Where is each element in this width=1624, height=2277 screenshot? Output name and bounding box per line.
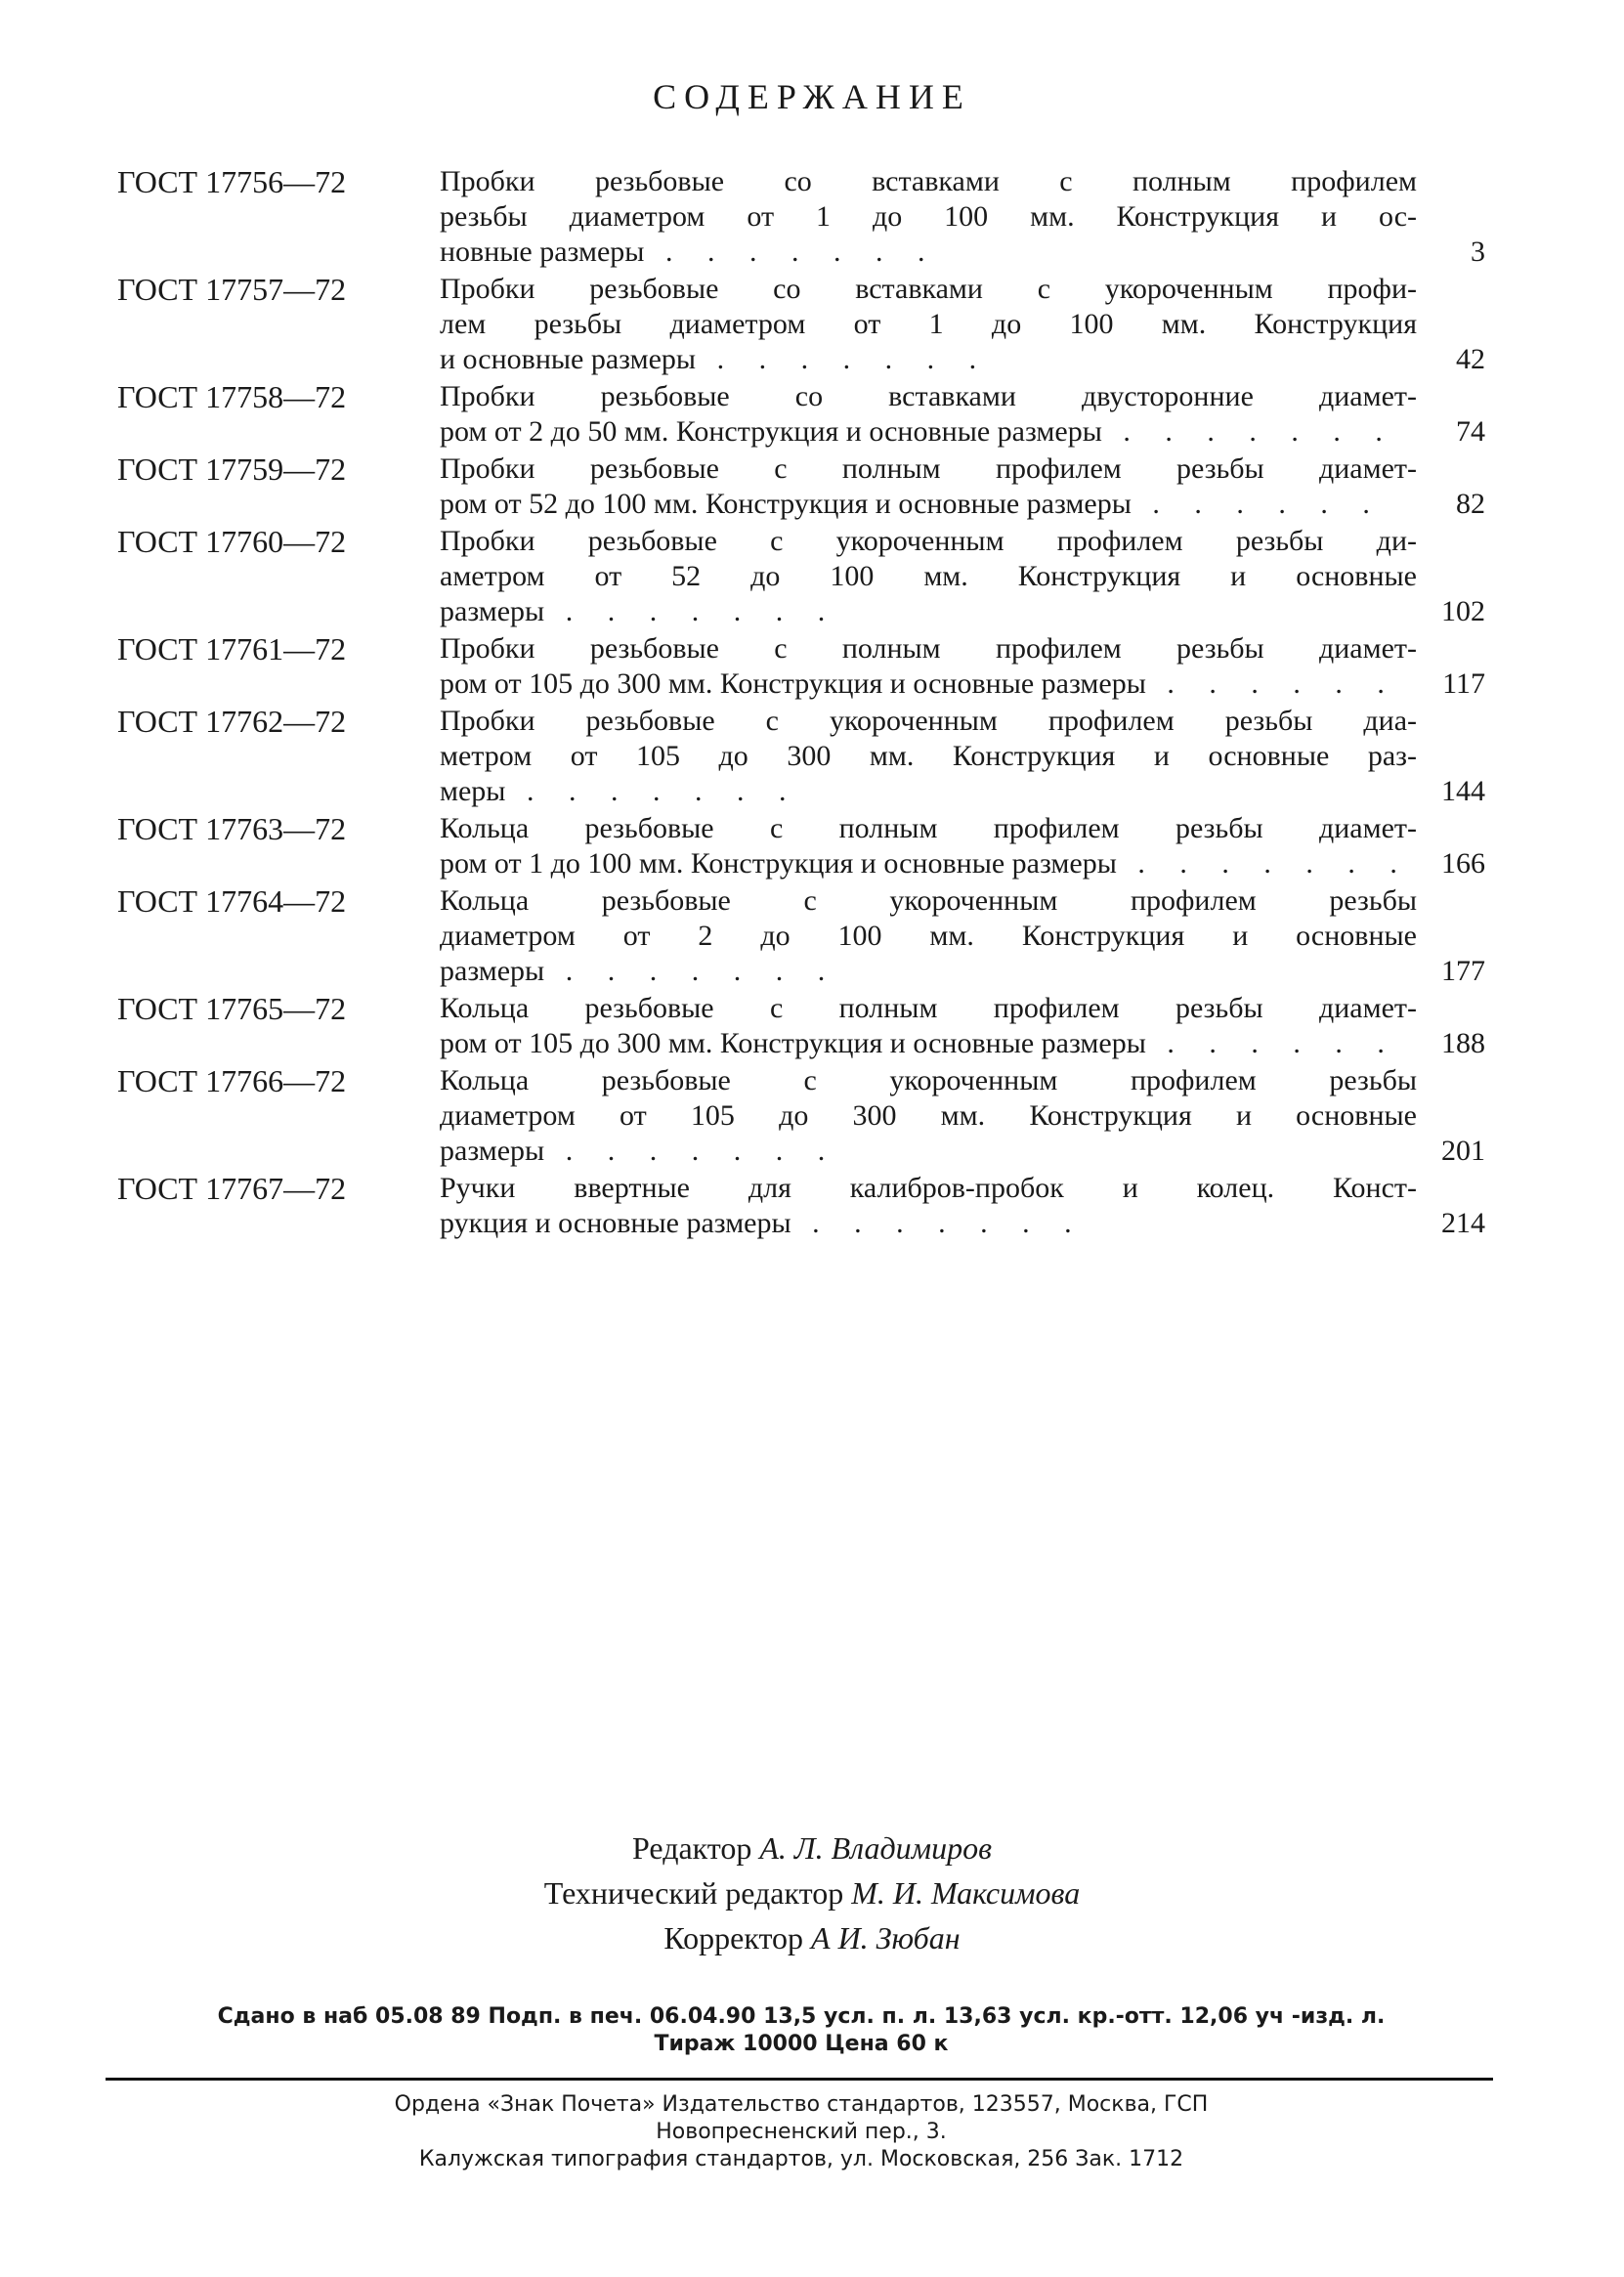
toc-standard-code: ГОСТ 17763—72 bbox=[117, 811, 347, 846]
toc-description-line bbox=[440, 774, 1417, 809]
toc-description-line bbox=[440, 487, 1417, 522]
toc-description bbox=[440, 451, 1417, 522]
toc-description-text: Пробки резьбовые со вставками двусторонние диамет- bbox=[440, 380, 1417, 412]
toc-description bbox=[440, 991, 1417, 1061]
toc-entry bbox=[117, 811, 1485, 881]
toc-description-line bbox=[440, 199, 1417, 235]
toc-standard-code: ГОСТ 17758—72 bbox=[117, 379, 347, 414]
toc-description-line bbox=[440, 739, 1417, 774]
toc-description-line bbox=[440, 164, 1417, 199]
corrector-label: Корректор bbox=[663, 1920, 804, 1955]
toc-standard-code: ГОСТ 17762—72 bbox=[117, 704, 347, 739]
editor-line bbox=[0, 1826, 1624, 1870]
toc-page-number: 214 bbox=[1441, 1207, 1485, 1239]
toc-leader-dots: . . . . . . bbox=[1145, 1027, 1398, 1059]
toc-page-number: 177 bbox=[1441, 955, 1485, 987]
toc-entry bbox=[117, 704, 1485, 809]
toc-description-text: Кольца резьбовые с полным профилем резьбы диамет- bbox=[440, 992, 1417, 1024]
toc-description-text: ром от 52 до 100 мм. Конструкция и основные размеры bbox=[440, 488, 1132, 520]
toc-description-line bbox=[440, 954, 1417, 989]
toc-description-text: диаметром от 105 до 300 мм. Конструкция и основные bbox=[440, 1099, 1417, 1132]
toc-description-text: аметром от 52 до 100 мм. Конструкция и основные bbox=[440, 560, 1417, 592]
toc-description-line bbox=[440, 379, 1417, 414]
toc-description-line bbox=[440, 235, 1417, 270]
toc-description-text: метром от 105 до 300 мм. Конструкция и основные раз- bbox=[440, 740, 1417, 772]
toc-entry bbox=[117, 883, 1485, 989]
toc-description-text: диаметром от 2 до 100 мм. Конструкция и основные bbox=[440, 920, 1417, 952]
print-run-line: Тираж 10000 Цена 60 к bbox=[654, 2032, 949, 2056]
tech-editor-name: М. И. Максимова bbox=[851, 1875, 1081, 1911]
toc-entry bbox=[117, 524, 1485, 629]
toc-description-line bbox=[440, 991, 1417, 1026]
table-of-contents bbox=[117, 164, 1485, 1243]
toc-description bbox=[440, 883, 1417, 989]
toc-description-text: Ручки ввертные для калибров-пробок и колец. Конст- bbox=[440, 1172, 1417, 1204]
toc-description-text: размеры bbox=[440, 955, 545, 987]
toc-description-line bbox=[440, 1063, 1417, 1098]
publisher-line: Ордена «Знак Почета» Издательство стандартов, 123557, Москва, ГСП bbox=[394, 2092, 1209, 2117]
toc-description-text: Пробки резьбовые со вставками с полным профилем bbox=[440, 165, 1417, 197]
toc-entry bbox=[117, 991, 1485, 1061]
toc-description-line bbox=[440, 342, 1417, 377]
toc-standard-code: ГОСТ 17765—72 bbox=[117, 991, 347, 1026]
publisher-address: Новопресненский пер., 3. bbox=[656, 2120, 947, 2144]
toc-description-line bbox=[440, 559, 1417, 594]
toc-description-line bbox=[440, 1206, 1417, 1241]
toc-leader-dots: . . . . . . . bbox=[644, 236, 939, 268]
toc-leader-dots: . . . . . . . bbox=[544, 1135, 839, 1167]
toc-page-number: 188 bbox=[1441, 1027, 1485, 1059]
tech-editor-line bbox=[0, 1870, 1624, 1915]
page-title: СОДЕРЖАНИЕ bbox=[653, 77, 971, 116]
toc-description-text: Кольца резьбовые с укороченным профилем резьбы bbox=[440, 884, 1417, 917]
toc-description-text: меры bbox=[440, 775, 506, 807]
toc-standard-code: ГОСТ 17757—72 bbox=[117, 272, 347, 307]
toc-description-text: лем резьбы диаметром от 1 до 100 мм. Конструкция bbox=[440, 308, 1417, 340]
toc-page-number: 74 bbox=[1456, 415, 1485, 448]
toc-leader-dots: . . . . . . . bbox=[544, 595, 839, 627]
toc-description-text: рукция и основные размеры bbox=[440, 1207, 791, 1239]
toc-leader-dots: . . . . . . . bbox=[696, 343, 991, 375]
toc-entry bbox=[117, 272, 1485, 377]
toc-description-text: Пробки резьбовые с укороченным профилем резьбы ди- bbox=[440, 525, 1417, 557]
corrector-line bbox=[0, 1915, 1624, 1960]
toc-description bbox=[440, 1063, 1417, 1169]
toc-description-text: ром от 1 до 100 мм. Конструкция и основные размеры bbox=[440, 847, 1117, 880]
toc-description-text: Пробки резьбовые с полным профилем резьбы диамет- bbox=[440, 452, 1417, 485]
toc-description-text: Пробки резьбовые с укороченным профилем резьбы диа- bbox=[440, 705, 1417, 737]
credits-block bbox=[0, 1826, 1624, 1960]
printer-line: Калужская типография стандартов, ул. Московская, 256 Зак. 1712 bbox=[418, 2147, 1184, 2171]
toc-description-text: Кольца резьбовые с укороченным профилем резьбы bbox=[440, 1064, 1417, 1096]
toc-description-line bbox=[440, 1026, 1417, 1061]
toc-description-text: Кольца резьбовые с полным профилем резьбы диамет- bbox=[440, 812, 1417, 844]
toc-description-line bbox=[440, 883, 1417, 919]
toc-page-number: 82 bbox=[1456, 488, 1485, 520]
toc-page-number: 42 bbox=[1456, 343, 1485, 375]
editor-label: Редактор bbox=[632, 1830, 752, 1866]
toc-description-line bbox=[440, 846, 1417, 881]
toc-description-text: и основные размеры bbox=[440, 343, 697, 375]
toc-description-text: размеры bbox=[440, 1135, 545, 1167]
editor-name: А. Л. Владимиров bbox=[759, 1830, 992, 1866]
toc-description-line bbox=[440, 631, 1417, 666]
toc-description-line bbox=[440, 524, 1417, 559]
imprint-block bbox=[107, 2003, 1495, 2058]
toc-description-line bbox=[440, 1098, 1417, 1134]
toc-description bbox=[440, 631, 1417, 702]
toc-description-text: ром от 105 до 300 мм. Конструкция и основные размеры bbox=[440, 1027, 1146, 1059]
toc-description-line bbox=[440, 594, 1417, 629]
toc-entry bbox=[117, 631, 1485, 702]
toc-description bbox=[440, 524, 1417, 629]
toc-leader-dots: . . . . . . . bbox=[544, 955, 839, 987]
toc-description-text: ром от 105 до 300 мм. Конструкция и основные размеры bbox=[440, 667, 1146, 700]
toc-description bbox=[440, 272, 1417, 377]
toc-description bbox=[440, 164, 1417, 270]
toc-description-line bbox=[440, 307, 1417, 342]
toc-entry bbox=[117, 451, 1485, 522]
toc-standard-code: ГОСТ 17759—72 bbox=[117, 451, 347, 487]
toc-page-number: 117 bbox=[1442, 667, 1485, 700]
toc-description-text: ром от 2 до 50 мм. Конструкция и основные размеры bbox=[440, 415, 1102, 448]
publisher-block bbox=[107, 2091, 1495, 2173]
toc-leader-dots: . . . . . . bbox=[1131, 488, 1384, 520]
toc-leader-dots: . . . . . . . bbox=[791, 1207, 1086, 1239]
imprint-line: Сдано в наб 05.08 89 Подп. в печ. 06.04.90 13,5 усл. п. л. 13,63 усл. кр.-отт. 12,06 уч -изд. л. bbox=[217, 2004, 1386, 2029]
divider bbox=[106, 2078, 1493, 2081]
toc-standard-code: ГОСТ 17761—72 bbox=[117, 631, 347, 666]
toc-entry bbox=[117, 1063, 1485, 1169]
toc-description bbox=[440, 379, 1417, 450]
toc-description-line bbox=[440, 811, 1417, 846]
toc-description-text: размеры bbox=[440, 595, 545, 627]
toc-description-text: Пробки резьбовые с полным профилем резьбы диамет- bbox=[440, 632, 1417, 665]
toc-description-line bbox=[440, 666, 1417, 702]
toc-leader-dots: . . . . . . . bbox=[1101, 415, 1396, 448]
toc-standard-code: ГОСТ 17766—72 bbox=[117, 1063, 347, 1098]
toc-description-line bbox=[440, 704, 1417, 739]
corrector-name: А И. Зюбан bbox=[811, 1920, 961, 1955]
toc-entry bbox=[117, 379, 1485, 450]
toc-description-line bbox=[440, 272, 1417, 307]
toc-leader-dots: . . . . . . . bbox=[505, 775, 800, 807]
toc-entry bbox=[117, 1171, 1485, 1241]
toc-description-text: новные размеры bbox=[440, 236, 645, 268]
toc-description-line bbox=[440, 919, 1417, 954]
toc-description-line bbox=[440, 414, 1417, 450]
toc-page-number: 102 bbox=[1441, 595, 1485, 627]
toc-description-line bbox=[440, 1134, 1417, 1169]
toc-standard-code: ГОСТ 17767—72 bbox=[117, 1171, 347, 1206]
toc-standard-code: ГОСТ 17764—72 bbox=[117, 883, 347, 919]
toc-page-number: 166 bbox=[1441, 847, 1485, 880]
toc-description-line bbox=[440, 1171, 1417, 1206]
toc-standard-code: ГОСТ 17756—72 bbox=[117, 164, 347, 199]
toc-description bbox=[440, 811, 1417, 881]
toc-page-number: 3 bbox=[1471, 236, 1485, 268]
toc-leader-dots: . . . . . . . bbox=[1116, 847, 1411, 880]
toc-description-text: Пробки резьбовые со вставками с укороченным профи- bbox=[440, 273, 1417, 305]
toc-description bbox=[440, 1171, 1417, 1241]
toc-description-line bbox=[440, 451, 1417, 487]
toc-standard-code: ГОСТ 17760—72 bbox=[117, 524, 347, 559]
toc-page-number: 201 bbox=[1441, 1135, 1485, 1167]
toc-entry bbox=[117, 164, 1485, 270]
toc-description bbox=[440, 704, 1417, 809]
toc-page-number: 144 bbox=[1441, 775, 1485, 807]
tech-editor-label: Технический редактор bbox=[543, 1875, 844, 1911]
toc-leader-dots: . . . . . . bbox=[1145, 667, 1398, 700]
toc-description-text: резьбы диаметром от 1 до 100 мм. Конструкция и ос- bbox=[440, 200, 1417, 233]
